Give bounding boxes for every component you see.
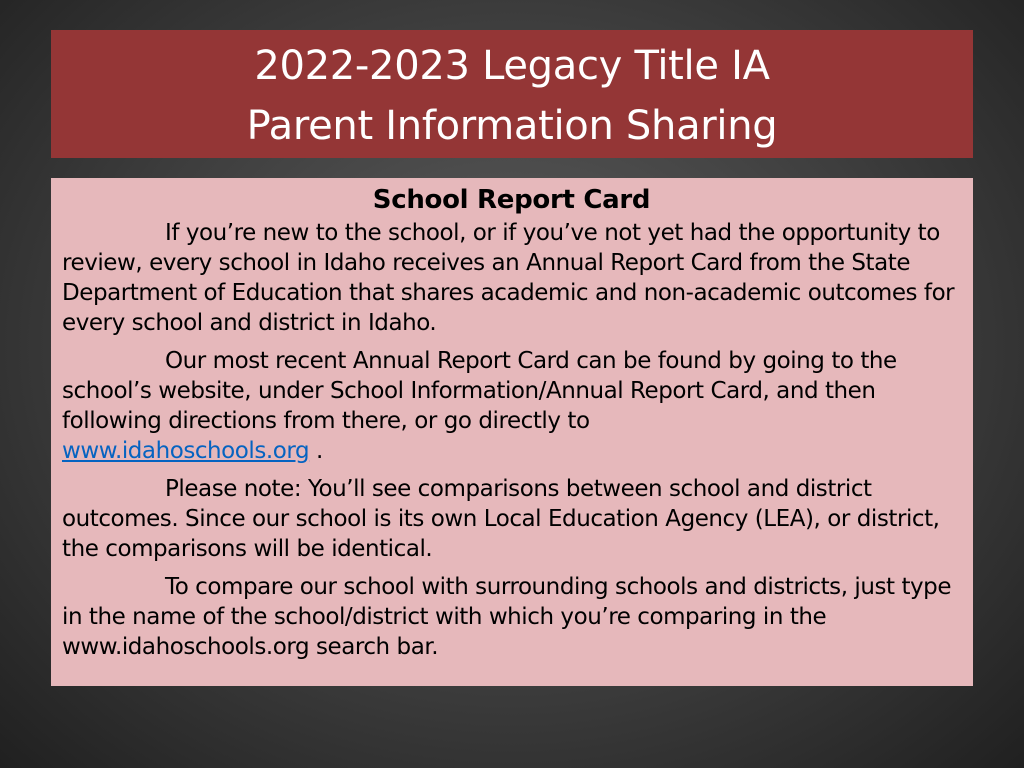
paragraph-annual-report-card (62, 346, 961, 466)
paragraph-please-note: Please note: You’ll see comparisons between school and district outcomes. Since our school is its own Local Education Agency (LEA), or district, the comparisons will be identical. (62, 476, 940, 562)
paragraph-annual-report-card-text: Our most recent Annual Report Card can be found by going to the school’s website, under School Information/Annual Report Card, and then following directions from there, or go directly to (62, 348, 897, 434)
slide-title-line-1: 2022-2023 Legacy Title IA (254, 43, 770, 89)
content-box (51, 178, 973, 686)
section-heading: School Report Card (372, 185, 651, 215)
idahoschools-link[interactable]: www.idahoschools.org (62, 438, 310, 464)
paragraph-new-to-school: If you’re new to the school, or if you’ve not yet had the opportunity to review, every school in Idaho receives an Annual Report Card from the State Department of Education that shares academic and non-academic outcomes for every school and district in Idaho. (62, 220, 955, 336)
paragraph-annual-report-card-end: . (309, 438, 323, 464)
paragraph-compare-schools: To compare our school with surrounding schools and districts, just type in the name of the school/district with which you’re comparing in the www.idahoschools.org search bar. (62, 574, 952, 660)
slide-title-line-2: Parent Information Sharing (246, 103, 778, 149)
slide-title-bar (51, 30, 973, 158)
